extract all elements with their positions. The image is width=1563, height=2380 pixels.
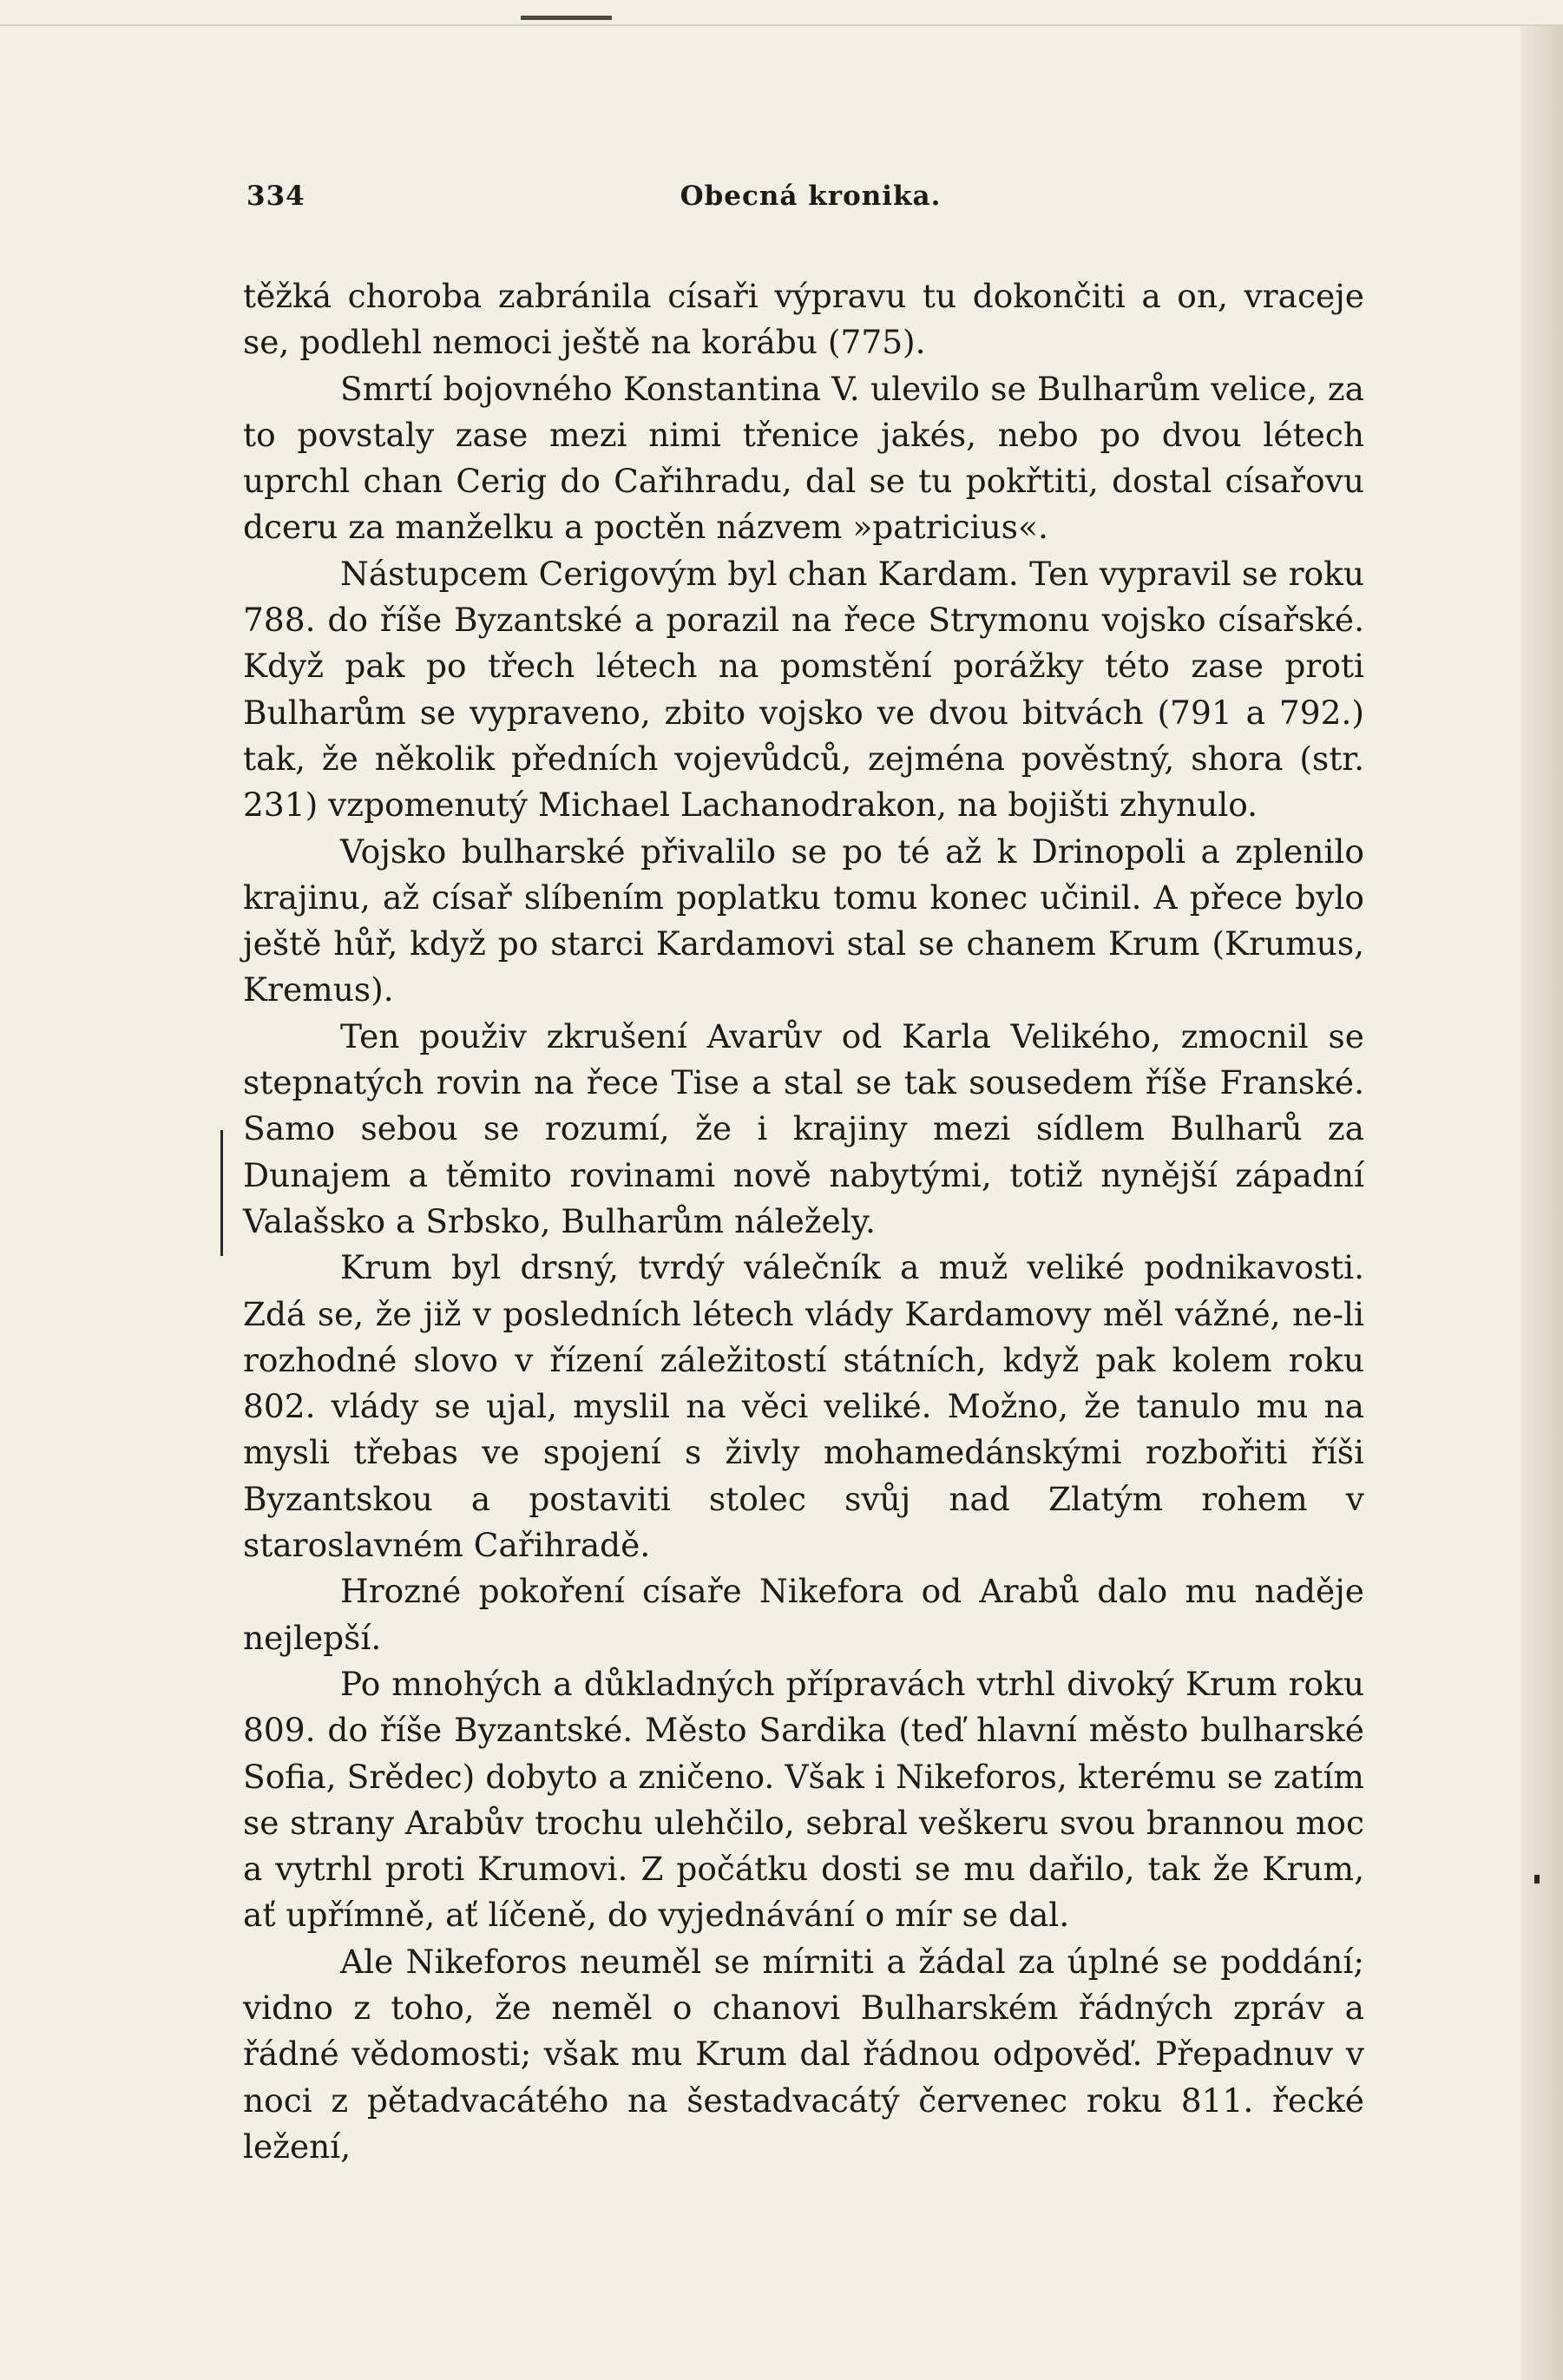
top-edge-mark bbox=[521, 16, 612, 20]
paragraph: Krum byl drsný, tvrdý válečník a muž veliké podnikavosti. Zdá se, že již v posledních létech vlády Kardamovy měl vážné, ne-li rozhodné slovo v řízení záležitostí státních, když pak kolem roku 802. vlády se ujal, myslil na věci veliké. Možno, že tanulo mu na mysli třebas ve spojení s živly mohamedánskými rozbořiti říši Byzantskou a postaviti stolec svůj nad Zlatým rohem v staroslavném Cařihradě. bbox=[243, 1248, 1364, 1565]
margin-ink-dot bbox=[1534, 1875, 1540, 1884]
paragraph: Nástupcem Cerigovým byl chan Kardam. Ten vypravil se roku 788. do říše Byzantské a porazil na řece Strymonu vojsko císařské. Když pak po třech létech na pomstění porážky této zase proti Bulharům se vypraveno, zbito vojsko ve dvou bitvách (791 a 792.) tak, že několik předních vojevůdců, zejména pověstný, shora (str. 231) vzpomenutý Michael Lachanodrakon, na bojišti zhynulo. bbox=[243, 554, 1364, 825]
paragraph: Po mnohých a důkladných přípravách vtrhl divoký Krum roku 809. do říše Byzantské. Město Sardika (teď hlavní město bulharské Sofia, Srědec) dobyto a zničeno. Však i Nikeforos, kterému se zatím se strany Arabův trochu ulehčilo, sebral veškeru svou brannou moc a vytrhl proti Krumovi. Z počátku dosti se mu dařilo, tak že Krum, ať upřímně, ať líčeně, do vyjednávání o mír se dal. bbox=[243, 1664, 1364, 1935]
body-text bbox=[243, 273, 1364, 2170]
paragraph: Smrtí bojovného Konstantina V. ulevilo se Bulharům velice, za to povstaly zase mezi nimi třenice jakés, nebo po dvou létech uprchl chan Cerig do Cařihradu, dal se tu pokřtiti, dostal císařovu dceru za manželku a poctěn názvem »patricius«. bbox=[243, 369, 1364, 547]
page-right-edge bbox=[1520, 26, 1563, 2380]
paragraph: těžká choroba zabránila císaři výpravu tu dokončiti a on, vraceje se, podlehl nemoci ještě na korábu (775). bbox=[243, 277, 1364, 362]
paragraph: Vojsko bulharské přivalilo se po té až k Drinopoli a zplenilo krajinu, až císař slíbením poplatku tomu konec učinil. A přece bylo ještě hůř, když po starci Kardamovi stal se chanem Krum (Krumus, Kremus). bbox=[243, 832, 1364, 1009]
running-title: Obecná kronika. bbox=[680, 181, 942, 212]
paragraph: Hrozné pokoření císaře Nikefora od Arabů dalo mu naděje nejlepší. bbox=[243, 1572, 1364, 1657]
paragraph: Ten použiv zkrušení Avarův od Karla Velikého, zmocnil se stepnatých rovin na řece Tise a stal se tak sousedem říše Franské. Samo sebou se rozumí, že i krajiny mezi sídlem Bulharů za Dunajem a těmito rovinami nově nabytými, totiž nynější západní Valašsko a Srbsko, Bulharům náležely. bbox=[243, 1016, 1364, 1240]
page-number: 334 bbox=[246, 181, 305, 212]
page-header bbox=[246, 181, 1375, 224]
paragraph: Ale Nikeforos neuměl se mírniti a žádal za úplné se poddání; vidno z toho, že neměl o chanovi Bulharském řádných zpráv a řádné vědomosti; však mu Krum dal řádnou odpověď. Přepadnuv v noci z pětadvacátého na šestadvacátý červenec roku 811. řecké ležení, bbox=[243, 1942, 1364, 2166]
margin-pencil-mark bbox=[220, 1130, 223, 1256]
page-top-edge bbox=[0, 24, 1563, 26]
